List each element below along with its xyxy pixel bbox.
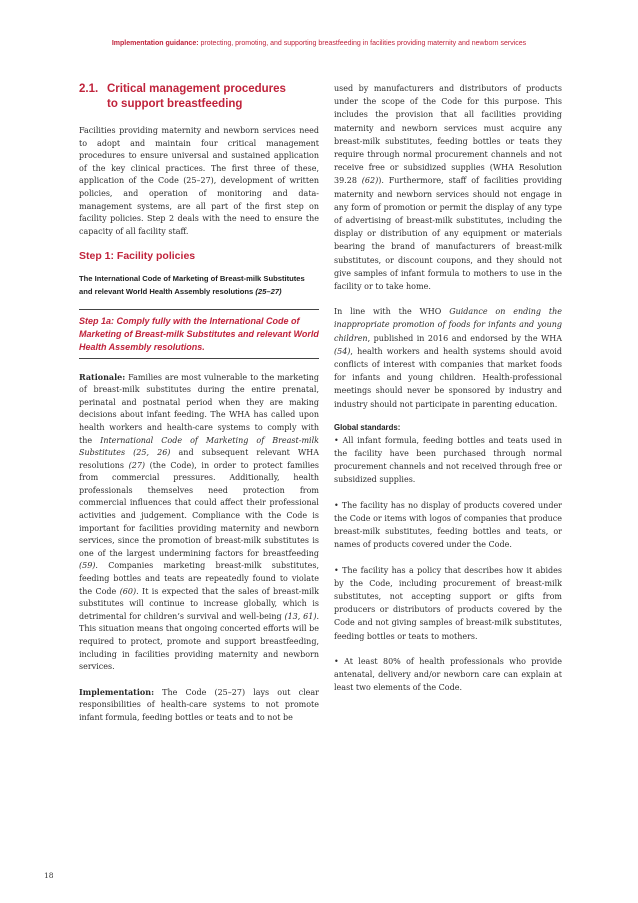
running-header bbox=[0, 40, 638, 47]
standard-bullet-1: • All infant formula, feeding bottles and teats used in the facility have been purchased through normal procurement channels and not received through free or subsidized supplies. bbox=[334, 435, 562, 485]
rationale-text-4: . Companies marketing breast-milk substitutes, feeding bottles and teats are repeatedly found to violate the Code bbox=[79, 561, 319, 596]
header-bold: Implementation guidance: bbox=[111, 40, 199, 47]
implementation-label: Implementation: bbox=[79, 686, 155, 697]
guidance-ref: (54) bbox=[334, 346, 351, 356]
rationale-label: Rationale: bbox=[79, 371, 126, 382]
rationale-text-3: (the Code), in order to protect families from commercial pressures. Additionally, health professionals themselves need protection from commercial influences that could affect their professional activities and judgement. Compliance with the Code is important for facilities providing maternity and newborn services, since the promotion of breast-milk substitutes is one of the largest undermining factors for breastfeeding bbox=[79, 460, 319, 558]
rationale-text-6: . This situation means that ongoing concerted efforts will be required to protect, promote and support breastfeeding, including in facilities providing maternity and newborn services. bbox=[79, 611, 319, 672]
implementation-text: The Code (25–27) lays out clear responsibilities of health-care systems to not promote infant formula, feeding bottles or teats and to not be bbox=[79, 687, 319, 722]
rationale-ref-2: (27) bbox=[128, 460, 146, 470]
rationale-ref-4: (60) bbox=[119, 586, 137, 596]
code-subheading-ref: (25–27) bbox=[255, 286, 282, 296]
standard-bullet-4: • At least 80% of health professionals who provide antenatal, delivery and/or newborn care can explain at least two elements of the Code. bbox=[334, 656, 562, 693]
procurement-ref: (62) bbox=[361, 176, 379, 186]
rationale-text-5: . It is expected that the sales of breast-milk substitutes will continue to increase globally, which is detrimental for children’s survival and well-being bbox=[79, 586, 320, 621]
section-intro: Facilities providing maternity and newborn services need to adopt and maintain four critical management procedures to ensure universal and sustained application of the key clinical practices. The first three of these, application of the Code (25–27), development of written policies, and operation of monitoring and data-management systems, are all part of the first step on facility policies. Step 2 deals with the need to ensure the capacity of all facility staff. bbox=[79, 126, 319, 236]
code-subheading-text: The International Code of Marketing of Breast-milk Substitutes and relevant World Health Assembly resolutions bbox=[79, 274, 305, 296]
global-standards-title: Global standards: bbox=[334, 422, 401, 432]
standard-bullet-3: • The facility has a policy that describes how it abides by the Code, including procurement of breast-milk substitutes, not accepting support or gifts from producers or distributors of products covered by the Code and not giving samples of breast-milk substitutes, feeding bottles or teats to mothers. bbox=[334, 565, 562, 641]
section-title bbox=[79, 82, 319, 112]
rationale-paragraph bbox=[79, 371, 319, 674]
rationale-ref-3: (59) bbox=[79, 561, 96, 571]
procurement-paragraph bbox=[334, 82, 562, 293]
implementation-paragraph bbox=[79, 686, 319, 725]
guidance-text-1: In line with the WHO bbox=[334, 307, 450, 317]
guidance-text-2: , published in 2016 and endorsed by the WHA bbox=[367, 333, 562, 343]
section-title-line2: to support breastfeeding bbox=[107, 98, 243, 110]
standard-bullet-2: • The facility has no display of products covered under the Code or items with logos of companies that produce breast-milk substitutes, feeding bottles and teats, or names of products covered under the Code. bbox=[334, 500, 562, 550]
page-number: 18 bbox=[44, 871, 54, 880]
step1a-title: Step 1a: Comply fully with the International Code of Marketing of Breast-milk Substitutes and relevant World Health Assembly resolutions. bbox=[79, 316, 319, 352]
step1a-box bbox=[79, 309, 319, 358]
header-rest: protecting, promoting, and supporting breastfeeding in facilities providing maternity and newborn services bbox=[198, 40, 527, 47]
right-column bbox=[334, 82, 562, 706]
rationale-ref-5: (13, 61) bbox=[284, 611, 317, 621]
rationale-ref-1: International Code of Marketing of Breast-milk Substitutes (25, 26) bbox=[79, 435, 319, 458]
guidance-text-3: , health workers and health systems should avoid conflicts of interest with companies that market foods for infants and young children. Health-professional meetings should never be sponsored by industry and industry should not participate in parenting education. bbox=[334, 346, 562, 409]
procurement-text-1: used by manufacturers and distributors of products under the scope of the Code for this purpose. This includes the provision that all facilities providing maternity and newborn services must acquire any breast-milk substitutes, feeding bottles or teats they require through normal procurement channels and not receive free or subsidized supplies (WHA Resolution 39.28 bbox=[334, 84, 562, 186]
guidance-title: Guidance on ending the inappropriate promotion of foods for infants and young children bbox=[334, 307, 562, 343]
rationale-text-1: Families are most vulnerable to the marketing of breast-milk substitutes during the entire prenatal, perinatal and postnatal period when they are making decisions about infant feeding. The WHA has called upon health workers and health-care systems to comply with the bbox=[79, 372, 319, 445]
section-title-line1: Critical management procedures bbox=[107, 83, 286, 95]
section-number: 2.1. bbox=[79, 83, 99, 95]
procurement-text-2: ). Furthermore, staff of facilities providing maternity and newborn services should not engage in any form of promotion or permit the display of any type of advertising of breast-milk substitutes, including the display or distribution of any equipment or materials bearing the brand of manufacturers of breast-milk substitutes, or discount coupons, and they should not give samples of infant formula to mothers to use in the facility or to take home. bbox=[334, 176, 562, 292]
who-guidance-paragraph bbox=[334, 305, 562, 411]
step1-title: Step 1: Facility policies bbox=[79, 250, 196, 263]
code-subheading bbox=[79, 273, 319, 298]
rationale-text-2: and subsequent relevant WHA resolutions bbox=[79, 448, 319, 470]
left-column bbox=[79, 82, 319, 737]
